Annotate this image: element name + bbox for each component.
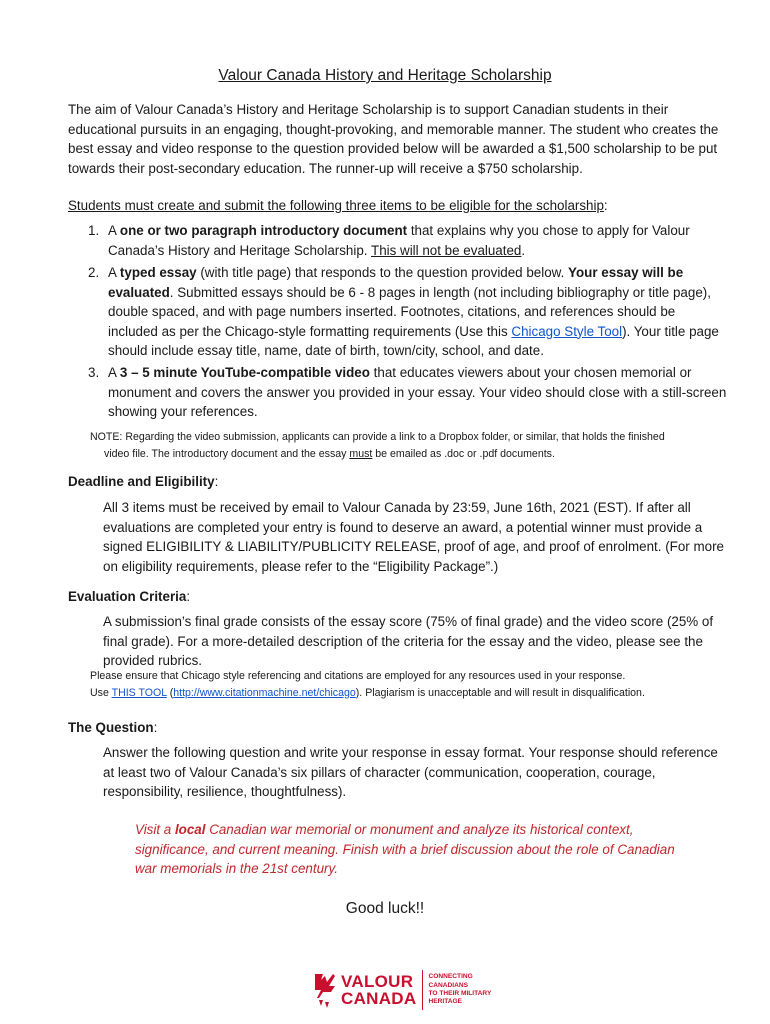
citation-line-1: Please ensure that Chicago style referencing and citations are employed for any resources used in your response. (90, 670, 626, 682)
requirements-heading (68, 196, 608, 216)
citation-text: ( (166, 686, 174, 699)
item-bold: one or two paragraph introductory document (119, 223, 408, 238)
note-underlined: must (349, 447, 373, 460)
citation-line-2 (90, 685, 730, 702)
item-bold-2: Your essay will be evaluated (108, 265, 684, 300)
item-text: A (108, 365, 120, 380)
closing-text: Good luck!! (345, 900, 425, 917)
item-text: A (108, 223, 120, 238)
deadline-heading (68, 474, 218, 489)
question-heading-text: The Question (68, 720, 154, 735)
item-text: (with title page) that responds to the question provided below. (196, 265, 569, 280)
question-heading-colon: : (153, 720, 158, 735)
logo-wordmark (337, 973, 422, 1007)
item-text: A (108, 265, 120, 280)
essay-question-quote (135, 820, 695, 879)
logo-tagline (423, 973, 491, 1007)
logo-tag-line: HERITAGE (428, 998, 463, 1006)
this-tool-link[interactable]: THIS TOOL (111, 686, 167, 699)
deadline-heading-colon: : (214, 474, 219, 489)
item-number: 3. (88, 365, 100, 380)
item-text: . (521, 242, 526, 258)
item-number: 1. (88, 223, 100, 238)
question-heading (68, 720, 157, 735)
note-text: be emailed as .doc or .pdf documents. (372, 447, 555, 460)
citation-note (90, 668, 730, 701)
item-text: that educates viewers about your chosen memorial or monument and covers the answer you provided in your essay. Your video should close with a still-screen showing your references. (108, 365, 727, 419)
item-bold: typed essay (119, 265, 197, 280)
question-body: Answer the following question and write your response in essay format. Your response should reference at least two of Valour Canada’s six pillars of character (communication, cooperation, courage, responsibility, resilience, thoughtfulness). (103, 745, 718, 799)
chicago-style-tool-link[interactable]: Chicago Style Tool (511, 323, 623, 339)
evaluation-body: A submission’s final grade consists of the essay score (75% of final grade) and the video score (25% of final grade). For a more-detailed description of the criteria for the essay and the video, please see the provided rubrics. (103, 614, 714, 668)
logo-word-canada: CANADA (341, 989, 417, 1008)
evaluation-heading-colon: : (186, 589, 191, 604)
item-text: ). Your title page should include essay title, name, date of birth, town/city, school, and date. (108, 323, 719, 358)
citation-text: Use (90, 686, 112, 699)
logo-tag-line: CONNECTING (428, 973, 473, 981)
requirement-item-2 (88, 263, 728, 363)
requirements-list (88, 221, 728, 422)
requirements-heading-text: Students must create and submit the following three items to be eligible for the scholarship (68, 198, 604, 213)
deadline-heading-text: Deadline and Eligibility (68, 474, 215, 489)
quote-text: Visit a (135, 822, 175, 837)
quote-text: Canadian war memorial or monument and analyze its historical context, significance, and current meaning. Finish with a brief discussion about the role of Canadian war memorials in the 21st century. (135, 822, 675, 876)
note-line-1: NOTE: Regarding the video submission, applicants can provide a link to a Dropbox folder, or similar, that holds the finished (90, 431, 665, 443)
maple-leaf-icon (313, 970, 337, 1010)
requirement-item-3 (88, 363, 728, 422)
note-line-2 (90, 446, 730, 463)
item-text: that explains why you chose to apply for Valour Canada’s History and Heritage Scholarship. (108, 223, 690, 258)
requirements-heading-colon: : (603, 198, 608, 213)
logo-tag-line: CANADIANS (428, 981, 469, 989)
document-title: Valour Canada History and Heritage Scholarship (218, 67, 552, 84)
evaluation-heading (68, 589, 190, 604)
note-text: video file. The introductory document and the essay (104, 447, 350, 460)
item-bold: 3 – 5 minute YouTube-compatible video (119, 365, 370, 380)
item-underlined: This will not be evaluated (371, 242, 522, 258)
video-note (90, 429, 730, 462)
intro-paragraph: The aim of Valour Canada’s History and Heritage Scholarship is to support Canadian students in their educational pursuits in an engaging, thought-provoking, and memorable manner. The student who creates the best essay and video response to the question provided below will be awarded a $1,500 scholarship to be put towards their post-secondary education. The runner-up will receive a $750 scholarship. (68, 102, 719, 176)
citationmachine-link[interactable]: http://www.citationmachine.net/chicago (173, 686, 356, 699)
deadline-body: All 3 items must be received by email to Valour Canada by 23:59, June 16th, 2021 (EST). If after all evaluations are completed your entry is found to deserve an award, a potential winner must provide a signed ELIGIBILITY & LIABILITY/PUBLICITY RELEASE, proof of age, and proof of enrolment. (For more on eligibility requirements, please refer to the “Eligibility Package”.) (103, 500, 724, 574)
logo-word-valour: VALOUR (341, 972, 414, 991)
item-text: . Submitted essays should be 6 - 8 pages in length (not including bibliography or title page), double spaced, and with page numbers inserted. Footnotes, citations, and references should be included as per the Chicago-style formatting requirements (Use this (108, 284, 711, 339)
valour-canada-logo (313, 967, 491, 1013)
quote-bold: local (174, 822, 206, 837)
citation-text: ). Plagiarism is unacceptable and will result in disqualification. (355, 686, 645, 699)
logo-tag-line: TO THEIR MILITARY (428, 990, 492, 997)
evaluation-heading-text: Evaluation Criteria (68, 589, 187, 604)
requirement-item-1 (88, 221, 728, 263)
item-number: 2. (88, 265, 100, 280)
